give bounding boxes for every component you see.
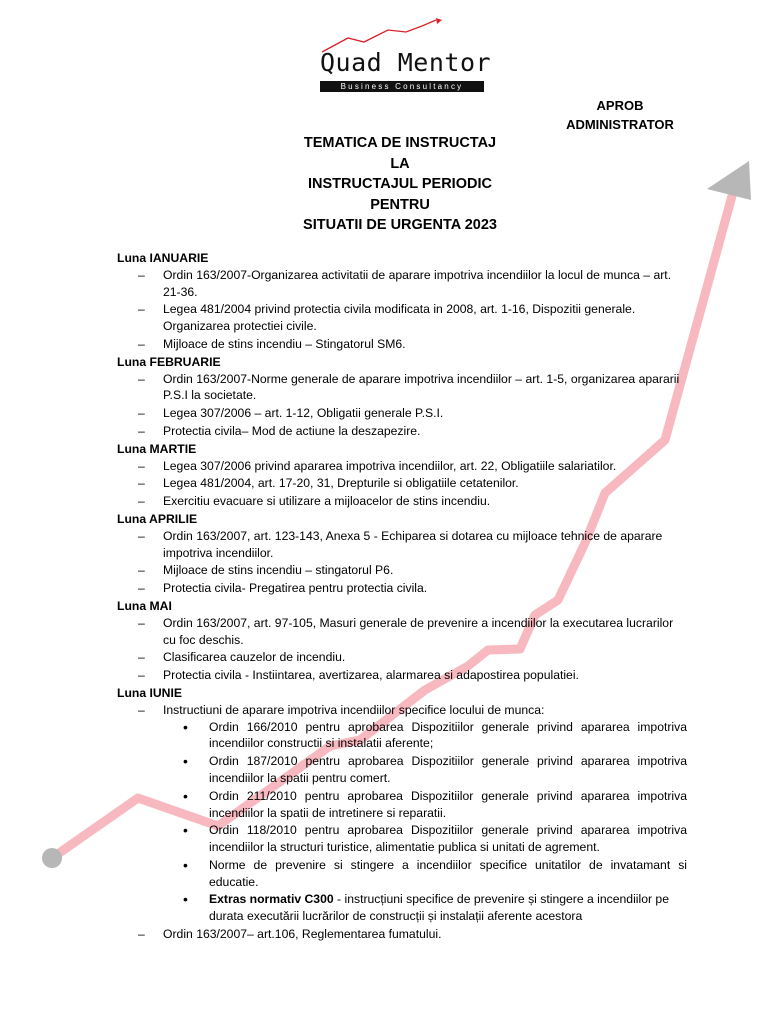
sub-list-item: • Ordin 211/2010 pentru aprobarea Dispozitiilor generale privind apararea impotriva incendiilor la spatii de intretinere si reparatii. bbox=[163, 788, 687, 822]
list-item: – Mijloace de stins incendiu – stingatorul P6. bbox=[117, 562, 687, 579]
extras-rest: - instrucțiuni specifice de prevenire și stingere a incendiilor pe durata executării lucrărilor de construcții și instalații aferente acestora bbox=[209, 892, 669, 924]
sub-list-item bbox=[163, 891, 687, 925]
march-list bbox=[117, 458, 687, 510]
title-line-2: LA bbox=[390, 155, 410, 172]
list-item: – Clasificarea cauzelor de incendiu. bbox=[117, 649, 687, 666]
list-item: – Legea 307/2006 privind apararea impotriva incendiilor, art. 22, Obligatiile salariatilor. bbox=[117, 458, 687, 475]
january-list bbox=[117, 267, 687, 353]
june-sub-list bbox=[163, 719, 687, 926]
month-heading-february: Luna FEBRUARIE bbox=[117, 354, 221, 369]
document-body bbox=[117, 250, 687, 944]
list-item: – Legea 481/2004, art. 17-20, 31, Drepturile si obligatiile cetatenilor. bbox=[117, 475, 687, 492]
logo-tagline: Business Consultancy bbox=[320, 81, 484, 92]
month-heading-january: Luna IANUARIE bbox=[117, 251, 209, 265]
company-logo bbox=[318, 18, 490, 94]
sub-list-item: • Ordin 166/2010 pentru aprobarea Dispozitiilor generale privind apararea impotriva incendiilor constructii si instalatii aferente; bbox=[163, 719, 687, 753]
sub-list-item: • Norme de prevenire si stingere a incendiilor specifice unitatilor de invatamant si educatie. bbox=[163, 857, 687, 891]
list-item: – Mijloace de stins incendiu – Stingatorul SM6. bbox=[117, 336, 687, 353]
list-item: – Protectia civila– Mod de actiune la deszapezire. bbox=[117, 423, 687, 440]
document-title bbox=[250, 133, 550, 236]
sub-list-item: • Ordin 118/2010 pentru aprobarea Dispozitiilor generale privind apararea impotriva incendiilor la structuri turistice, alimentatie publica si unitati de agrement. bbox=[163, 822, 687, 856]
list-item: – Ordin 163/2007-Organizarea activitatii de aparare impotriva incendiilor la locul de munca – art. 21-36. bbox=[117, 267, 687, 301]
title-line-3: INSTRUCTAJUL PERIODIC bbox=[308, 176, 492, 192]
approval-line-2: ADMINISTRATOR bbox=[566, 117, 674, 132]
approval-block bbox=[560, 96, 680, 134]
june-intro: Instructiuni de aparare impotriva incendiilor specifice locului de munca: bbox=[163, 702, 545, 717]
extras-lead: Extras normativ C300 bbox=[209, 892, 334, 907]
title-line-1: TEMATICA DE INSTRUCTAJ bbox=[303, 135, 497, 151]
february-list bbox=[117, 371, 687, 440]
june-list bbox=[117, 702, 687, 943]
watermark-arrowhead bbox=[707, 161, 751, 200]
list-item: – Protectia civila - Instiintarea, avertizarea, alarmarea si adapostirea populatiei. bbox=[117, 667, 687, 684]
title-line-4: PENTRU bbox=[370, 196, 430, 213]
sub-list-item: • Ordin 187/2010 pentru aprobarea Dispozitiilor generale privind apararea impotriva incendiilor la spatii pentru comert. bbox=[163, 753, 687, 787]
approval-line-1: APROB bbox=[596, 98, 644, 113]
month-heading-may: Luna MAI bbox=[117, 598, 172, 613]
april-list bbox=[117, 528, 687, 597]
list-item bbox=[117, 702, 687, 925]
list-item: – Ordin 163/2007, art. 123-143, Anexa 5 - Echiparea si dotarea cu mijloace tehnice de aparare impotriva incendiilor. bbox=[117, 528, 687, 562]
list-item: – Legea 307/2006 – art. 1-12, Obligatii generale P.S.I. bbox=[117, 405, 687, 422]
may-list bbox=[117, 615, 687, 684]
list-item: – Ordin 163/2007-Norme generale de aparare impotriva incendiilor – art. 1-5, organizarea apararii P.S.I la societate. bbox=[117, 371, 687, 405]
list-item: – Ordin 163/2007, art. 97-105, Masuri generale de prevenire a incendiilor la executarea lucrarilor cu foc deschis. bbox=[117, 615, 687, 649]
month-heading-march: Luna MARTIE bbox=[117, 441, 197, 456]
list-item: – Ordin 163/2007– art.106, Reglementarea fumatului. bbox=[117, 926, 687, 943]
list-item: – Legea 481/2004 privind protectia civila modificata in 2008, art. 1-16, Dispozitii generale. Organizarea protectiei civile. bbox=[117, 301, 687, 335]
month-heading-april: Luna APRILIE bbox=[117, 511, 198, 526]
title-line-5: SITUATII DE URGENTA 2023 bbox=[303, 217, 497, 233]
logo-brand: Quad Mentor bbox=[320, 48, 492, 77]
list-item: – Protectia civila- Pregatirea pentru protectia civila. bbox=[117, 580, 687, 597]
month-heading-june: Luna IUNIE bbox=[117, 685, 183, 700]
list-item: – Exercitiu evacuare si utilizare a mijloacelor de stins incendiu. bbox=[117, 493, 687, 510]
watermark-start-dot bbox=[42, 848, 62, 868]
